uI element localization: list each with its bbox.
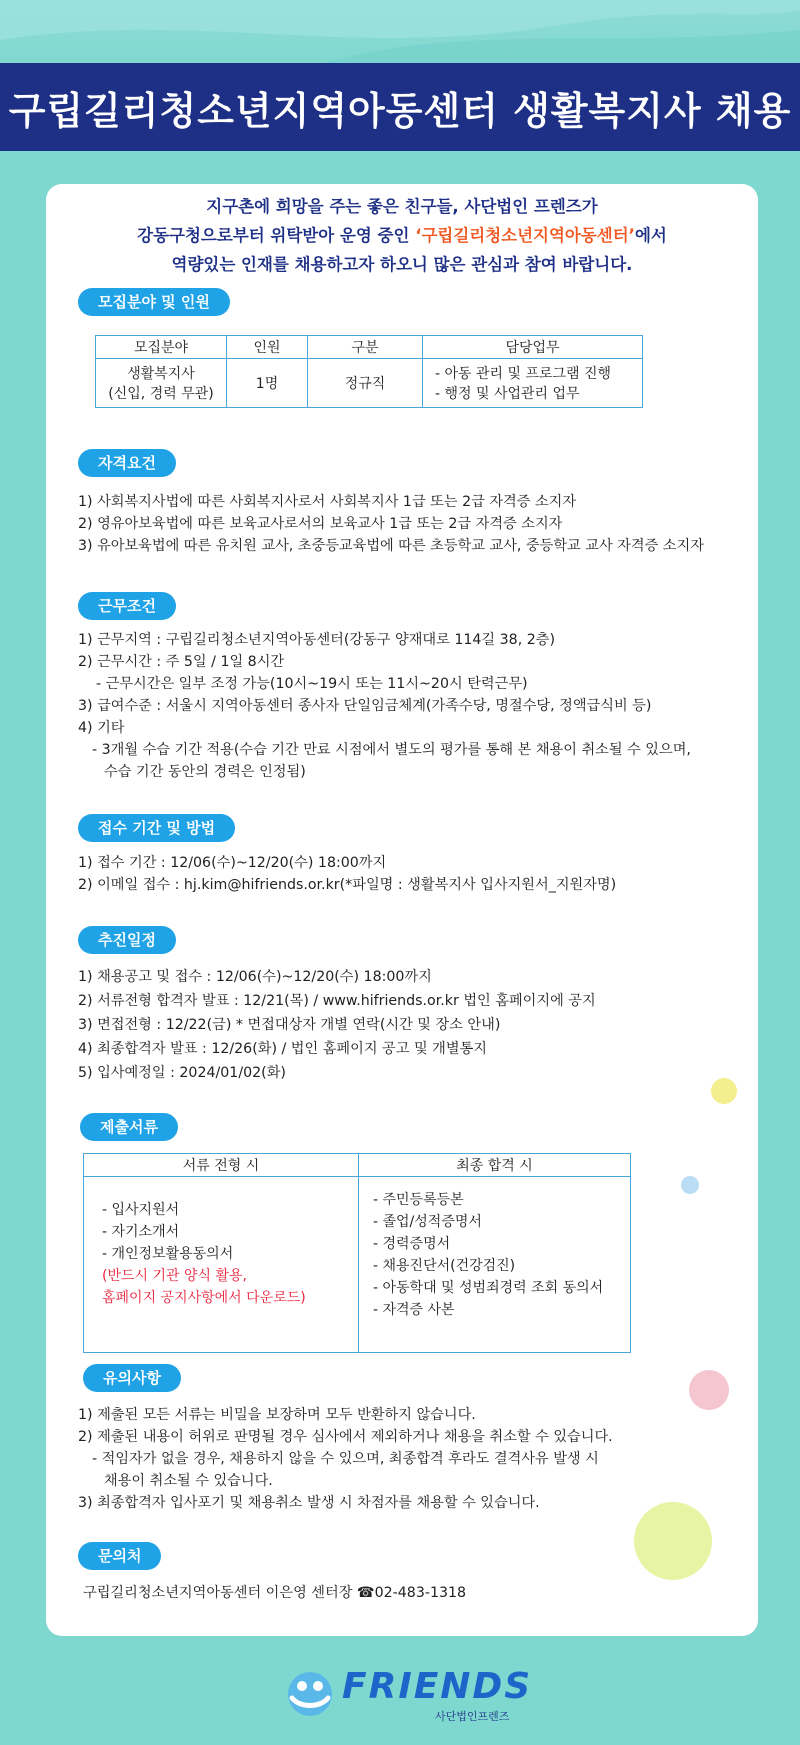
recruit-field-name: 생활복지사 <box>127 366 195 382</box>
documents-item: - 경력증명서 <box>373 1236 451 1252</box>
conditions-line: 1) 근무지역 : 구립길리청소년지역아동센터(강동구 양재대로 114길 38, 2층) <box>78 632 555 648</box>
notes-line: 2) 제출된 내용이 허위로 판명될 경우 심사에서 제외하거나 채용을 취소할 수 있습니다. <box>78 1429 613 1445</box>
conditions-list <box>78 629 691 783</box>
recruit-field-cell <box>96 359 227 408</box>
documents-item: - 개인정보활용동의서 <box>102 1246 234 1262</box>
recruit-type-cell: 정규직 <box>308 359 423 408</box>
documents-final-cell <box>359 1177 631 1353</box>
qualification-item: 1) 사회복지사법에 따른 사회복지사로서 사회복지사 1급 또는 2급 자격증 소지자 <box>78 494 577 510</box>
schedule-item: 4) 최종합격자 발표 : 12/26(화) / 법인 홈페이지 공고 및 개별통지 <box>78 1041 487 1057</box>
documents-table <box>83 1153 631 1353</box>
recruit-header-type: 구분 <box>308 336 423 359</box>
recruit-table <box>95 335 643 408</box>
intro-line-3: 역량있는 인재를 채용하고자 하오니 많은 관심과 참여 바랍니다. <box>171 255 633 274</box>
documents-note: (반드시 기관 양식 활용, <box>102 1268 247 1284</box>
decor-dot-green <box>634 1502 712 1580</box>
schedule-item: 5) 입사예정일 : 2024/01/02(화) <box>78 1065 286 1081</box>
documents-header-final: 최종 합격 시 <box>359 1154 631 1177</box>
schedule-item: 1) 채용공고 및 접수 : 12/06(수)~12/20(수) 18:00까지 <box>78 969 432 985</box>
documents-header-screening: 서류 전형 시 <box>84 1154 359 1177</box>
intro-line-1: 지구촌에 희망을 주는 좋은 친구들, 사단법인 프렌즈가 <box>206 197 598 216</box>
qualification-item: 3) 유아보육법에 따른 유치원 교사, 초중등교육법에 따른 초등학교 교사, 중등학교 교사 자격증 소지자 <box>78 538 704 554</box>
schedule-item: 3) 면접전형 : 12/22(금) * 면접대상자 개별 연락(시간 및 장소 안내) <box>78 1017 501 1033</box>
apply-line: 2) 이메일 접수 : hj.kim@hifriends.or.kr(*파일명 : 생활복지사 입사지원서_지원자명) <box>78 877 617 893</box>
recruit-header-field: 모집분야 <box>96 336 227 359</box>
intro-line-2-post: 에서 <box>634 226 667 245</box>
conditions-line: 4) 기타 <box>78 720 125 736</box>
recruit-field-note: (신입, 경력 무관) <box>108 386 214 402</box>
documents-item: - 주민등록등본 <box>373 1192 464 1208</box>
recruit-header-count: 인원 <box>227 336 308 359</box>
notes-line: 1) 제출된 모든 서류는 비밀을 보장하며 모두 반환하지 않습니다. <box>78 1407 476 1423</box>
documents-item: - 입사지원서 <box>102 1202 180 1218</box>
conditions-line: 수습 기간 동안의 경력은 인정됨) <box>104 764 306 780</box>
schedule-item: 2) 서류전형 합격자 발표 : 12/21(목) / www.hifriends.or.kr 법인 홈페이지에 공지 <box>78 993 596 1009</box>
documents-item: - 아동학대 및 성범죄경력 조회 동의서 <box>373 1280 604 1296</box>
intro-line-2 <box>46 221 758 250</box>
qualification-item: 2) 영유아보육법에 따른 보육교사로서의 보육교사 1급 또는 2급 자격증 소지자 <box>78 516 563 532</box>
recruit-count-cell: 1명 <box>227 359 308 408</box>
notes-line: - 적임자가 없을 경우, 채용하지 않을 수 있으며, 최종합격 후라도 결격사유 발생 시 <box>92 1451 599 1467</box>
intro-line-2-pre: 강동구청으로부터 위탁받아 운영 중인 <box>137 226 416 245</box>
apply-heading: 접수 기간 및 방법 <box>78 814 235 842</box>
friends-logo-text: FRIENDS <box>342 1666 533 1707</box>
notes-heading: 유의사항 <box>83 1364 181 1392</box>
documents-note: 홈페이지 공지사항에서 다운로드) <box>102 1290 306 1306</box>
schedule-heading: 추진일정 <box>78 926 176 954</box>
notes-line: 채용이 취소될 수 있습니다. <box>104 1473 273 1489</box>
apply-line: 1) 접수 기간 : 12/06(수)~12/20(수) 18:00까지 <box>78 855 387 871</box>
friends-logo-subtext: 사단법인프렌즈 <box>435 1710 510 1723</box>
qualification-heading: 자격요건 <box>78 449 176 477</box>
conditions-heading: 근무조건 <box>78 592 176 620</box>
schedule-list <box>78 965 596 1085</box>
decor-dot-pink <box>689 1370 729 1410</box>
recruit-duty-1: - 아동 관리 및 프로그램 진행 <box>435 366 612 382</box>
notes-line: 3) 최종합격자 입사포기 및 채용취소 발생 시 차점자를 채용할 수 있습니다. <box>78 1495 540 1511</box>
conditions-line: 2) 근무시간 : 주 5일 / 1일 8시간 <box>78 654 285 670</box>
decor-dot-yellow <box>711 1078 737 1104</box>
friends-logo <box>280 1660 533 1730</box>
documents-screening-cell <box>84 1177 359 1353</box>
conditions-line: 3) 급여수준 : 서울시 지역아동센터 종사자 단일임금체계(가족수당, 명절수당, 정액급식비 등) <box>78 698 652 714</box>
decor-dot-blue <box>681 1176 699 1194</box>
documents-item: - 자격증 사본 <box>373 1302 455 1318</box>
apply-list <box>78 852 616 896</box>
center-name-highlight: ‘구립길리청소년지역아동센터’ <box>415 226 635 245</box>
documents-item: - 졸업/성적증명서 <box>373 1214 482 1230</box>
top-wave-decoration <box>0 0 800 70</box>
notes-list <box>78 1404 613 1514</box>
friends-logo-icon <box>280 1664 340 1724</box>
conditions-line: - 3개월 수습 기간 적용(수습 기간 만료 시점에서 별도의 평가를 통해 본 채용이 취소될 수 있으며, <box>92 742 691 758</box>
page-title: 구립길리청소년지역아동센터 생활복지사 채용 <box>0 63 800 151</box>
recruit-header-duty: 담당업무 <box>423 336 643 359</box>
contact-heading: 문의처 <box>78 1542 161 1570</box>
contact-text: 구립길리청소년지역아동센터 이은영 센터장 ☎02-483-1318 <box>83 1585 467 1601</box>
documents-heading: 제출서류 <box>80 1113 178 1141</box>
intro-text <box>46 192 758 279</box>
recruit-heading: 모집분야 및 인원 <box>78 288 230 316</box>
documents-item: - 채용진단서(건강검진) <box>373 1258 516 1274</box>
documents-item: - 자기소개서 <box>102 1224 180 1240</box>
recruit-duty-cell <box>423 359 643 408</box>
conditions-line: - 근무시간은 일부 조정 가능(10시~19시 또는 11시~20시 탄력근무) <box>96 676 528 692</box>
qualification-list <box>78 491 704 557</box>
recruit-duty-2: - 행정 및 사업관리 업무 <box>435 386 580 402</box>
content-card <box>46 184 758 1636</box>
